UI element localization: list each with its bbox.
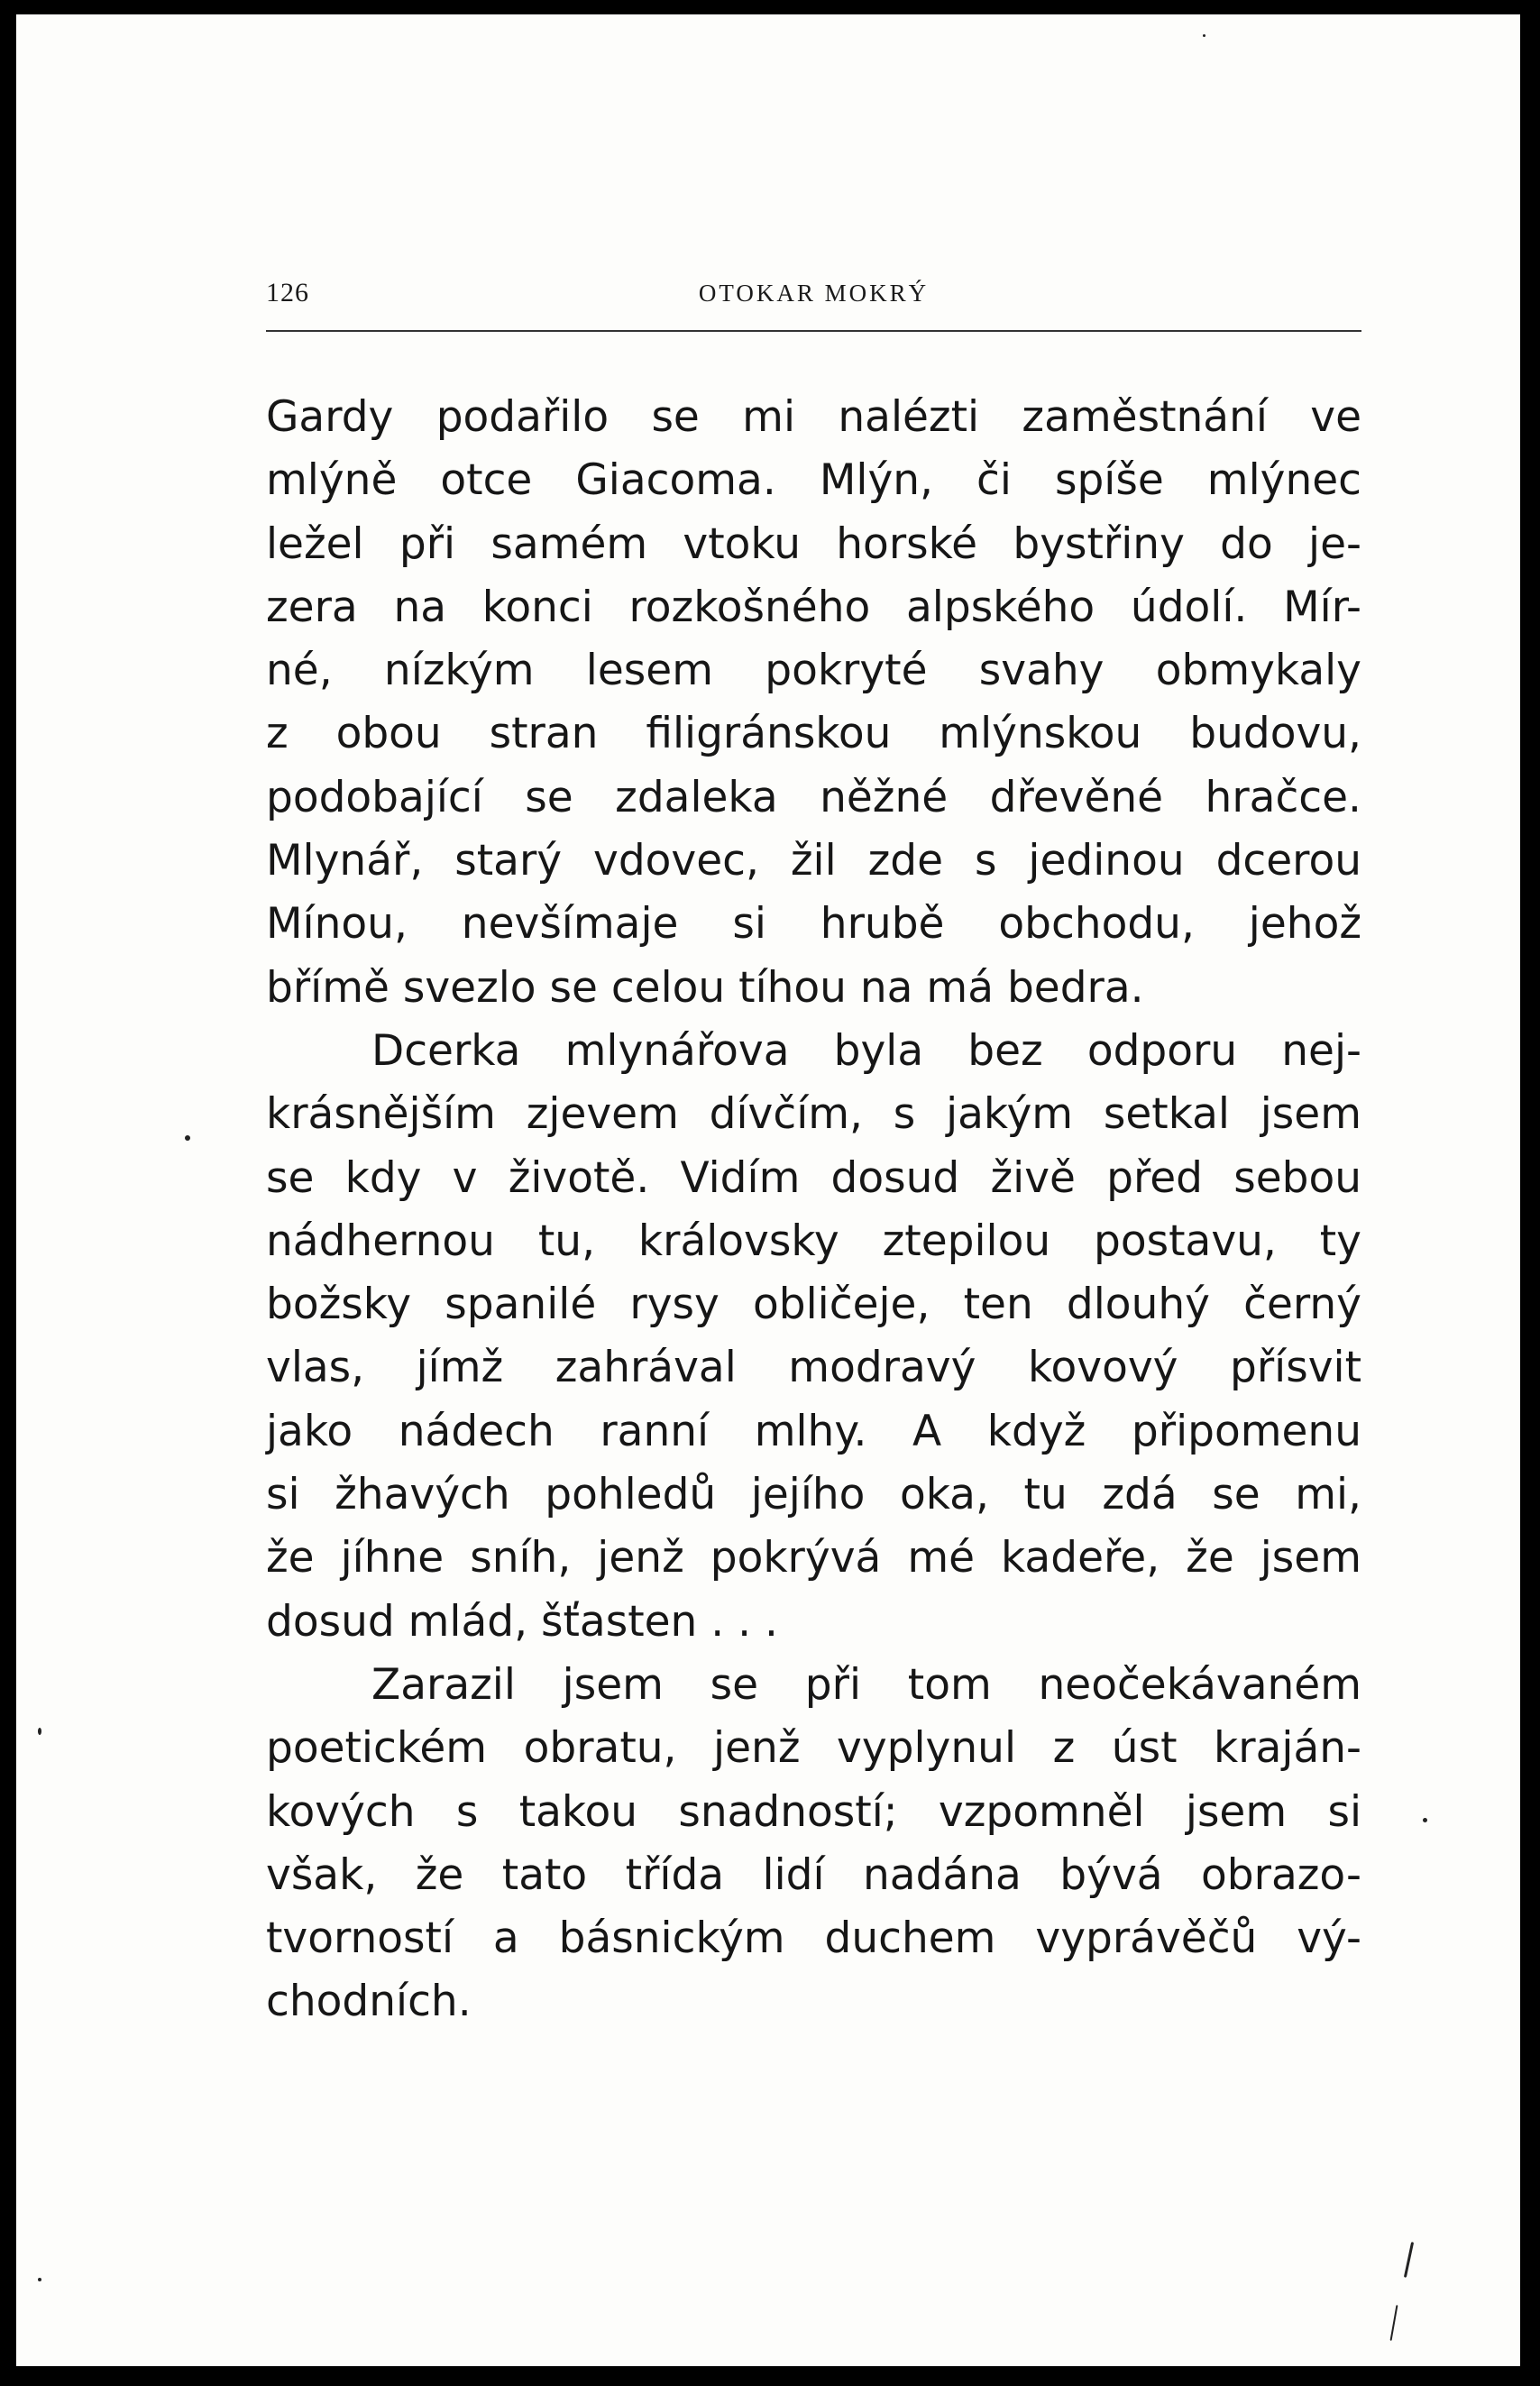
book-page <box>16 14 1520 2366</box>
text-line: mlýně otce Giacoma. Mlýn, či spíše mlýnec <box>266 455 1361 506</box>
text-line: krásnějším zjevem dívčím, s jakým setkal jsem <box>266 1089 1361 1140</box>
text-line: Gardy podařilo se mi nalézti zaměstnání ve <box>266 392 1361 442</box>
text-line: dosud mlád, šťasten . . . <box>266 1596 778 1647</box>
text-line: zera na konci rozkošného alpského údolí. Mír- <box>266 582 1361 632</box>
text-line: ležel při samém vtoku horské bystřiny do je- <box>266 518 1361 569</box>
page-number: 126 <box>266 278 309 307</box>
text-line: né, nízkým lesem pokryté svahy obmykaly <box>266 646 1361 696</box>
page-header <box>266 278 1361 317</box>
text-line: kových s takou snadností; vzpomněl jsem si <box>266 1786 1361 1837</box>
text-line: břímě svezlo se celou tíhou na má bedra. <box>266 962 1144 1013</box>
text-line: chodních. <box>266 1977 472 2027</box>
text-line: však, že tato třída lidí nadána bývá obrazo- <box>266 1849 1361 1900</box>
print-speck <box>38 2278 41 2281</box>
text-line: nádhernou tu, královsky ztepilou postavu, ty <box>266 1216 1361 1266</box>
text-line: jako nádech ranní mlhy. A když připomenu <box>266 1406 1361 1456</box>
print-speck <box>185 1135 190 1141</box>
running-head: OTOKAR MOKRÝ <box>698 280 930 307</box>
text-line: že jíhne sníh, jenž pokrývá mé kadeře, že jsem <box>266 1533 1361 1583</box>
text-line: božsky spanilé rysy obličeje, ten dlouhý černý <box>266 1280 1361 1330</box>
text-line: poetickém obratu, jenž vyplynul z úst kraján- <box>266 1723 1361 1774</box>
text-line: si žhavých pohledů jejího oka, tu zdá se mi, <box>266 1470 1361 1520</box>
print-speck <box>1423 1818 1427 1822</box>
text-line: Dcerka mlynářova byla bez odporu nej- <box>371 1025 1361 1076</box>
text-line: z obou stran filigránskou mlýnskou budovu, <box>266 709 1361 759</box>
body-text <box>266 386 1361 2034</box>
text-line: tvorností a básnickým duchem vyprávěčů vý- <box>266 1913 1361 1964</box>
text-line: se kdy v životě. Vidím dosud živě před sebou <box>266 1152 1361 1203</box>
print-speck <box>1203 34 1205 37</box>
text-line: vlas, jímž zahrával modravý kovový přísvit <box>266 1343 1361 1393</box>
text-line: Mlynář, starý vdovec, žil zde s jedinou dcerou <box>266 836 1361 886</box>
text-line: Mínou, nevšímaje si hrubě obchodu, jehož <box>266 899 1361 950</box>
print-speck <box>1404 2242 1414 2278</box>
print-speck <box>1390 2305 1398 2341</box>
header-rule <box>266 330 1361 332</box>
text-line: podobající se zdaleka něžné dřevěné hračce. <box>266 772 1361 822</box>
text-line: Zarazil jsem se při tom neočekávaném <box>371 1659 1361 1710</box>
print-speck <box>38 1728 41 1735</box>
